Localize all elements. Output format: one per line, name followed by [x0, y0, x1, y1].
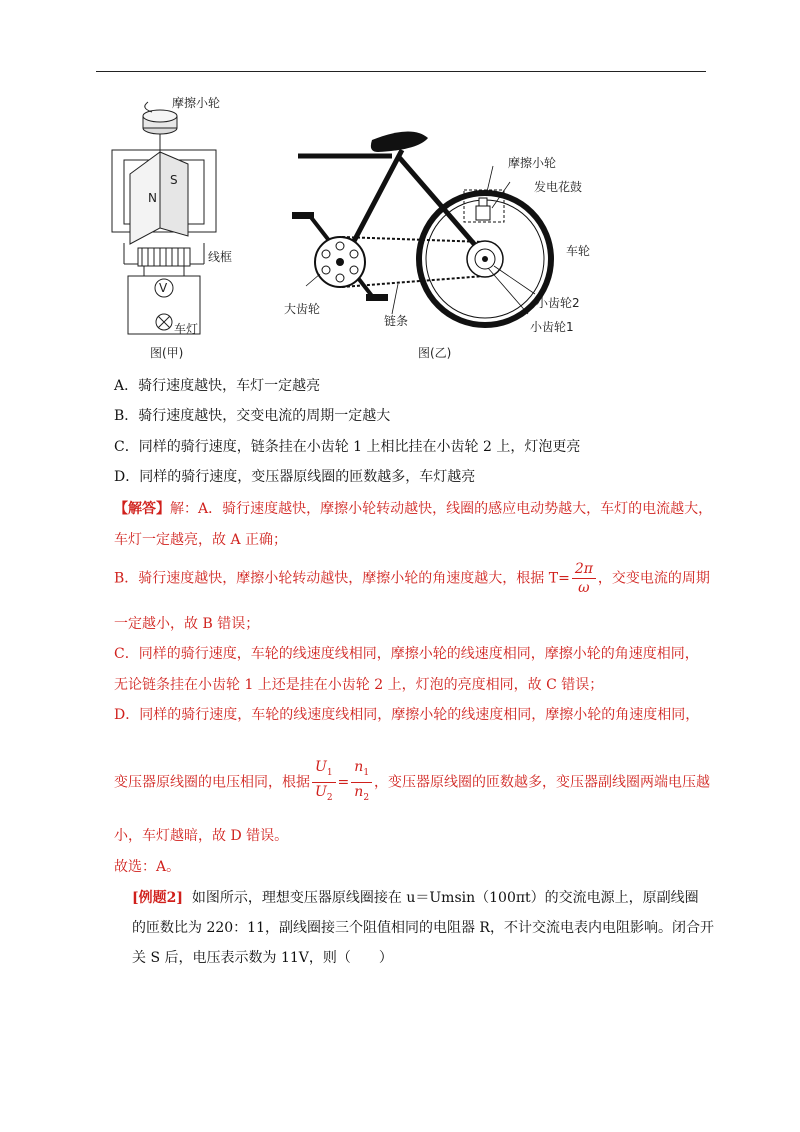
answer-line-d3: 小，车灯越暗，故 D 错误。	[114, 828, 289, 844]
voltage-ratio-formula	[312, 758, 336, 807]
magnet-frame	[112, 150, 216, 244]
answer-line-b1	[114, 560, 710, 597]
answer-line-a2: 车灯一定越亮，故 A 正确；	[114, 532, 288, 548]
equals-sign: =	[337, 774, 350, 791]
answer-d2-pre: 变压器原线圈的电压相同，根据	[114, 774, 310, 791]
answer-line-a1	[114, 499, 712, 519]
period-formula-numerator: 2π	[572, 560, 596, 579]
period-formula-denominator: ω	[578, 580, 590, 596]
answer-line-d2	[114, 758, 710, 807]
figure-a-coil-label: 线框	[208, 250, 233, 264]
answer-choice: 故选：A。	[114, 859, 181, 875]
figure-b-wheel-label: 车轮	[566, 244, 591, 258]
figure-a-lamp-label: 车灯	[174, 322, 199, 336]
south-pole-label: S	[170, 173, 178, 187]
answer-d2-post: ，变压器原线圈的匝数越多，变压器副线圈两端电压越	[374, 774, 711, 791]
answer-b1-post: ，交变电流的周期	[597, 570, 710, 587]
example2-l1-text: 如图所示，理想变压器原线圈接在 u＝Umsin（100πt）的交流电源上，原副线圈	[191, 890, 699, 906]
answer-b1-pre: B．骑行速度越快，摩擦小轮转动越快，摩擦小轮的角速度越大，根据 T=	[114, 570, 570, 587]
n2-subscript: 2	[363, 792, 370, 803]
lamp-icon	[156, 314, 172, 330]
answer-tag: 【解答】	[114, 501, 170, 517]
figure-b-hub-label: 发电花鼓	[534, 180, 583, 194]
figure-b-small-gear-2-label: 小齿轮2	[536, 296, 580, 310]
example2-line2: 的匝数比为 220：11，副线圈接三个阻值相同的电阻器 R，不计交流电表内电阻影响。闭合开	[132, 920, 714, 936]
answer-line-b2: 一定越小，故 B 错误；	[114, 616, 260, 632]
u1-symbol: U	[315, 759, 327, 775]
example2-line1	[132, 888, 699, 908]
answer-line-c2: 无论链条挂在小齿轮 1 上还是挂在小齿轮 2 上，灯泡的亮度相同，故 C 错误；	[114, 677, 604, 693]
coil-icon	[124, 243, 204, 266]
figure-b-big-gear-label: 大齿轮	[284, 302, 321, 316]
u2-subscript: 2	[326, 792, 333, 803]
u2-symbol: U	[315, 783, 327, 800]
figure-b-bicycle-diagram	[280, 118, 583, 348]
header-rule	[96, 71, 706, 72]
example2-tag: [例题2]	[132, 890, 183, 906]
n2-symbol: n	[354, 783, 364, 800]
figure-b-friction-wheel-label: 摩擦小轮	[508, 156, 557, 170]
option-d: D．同样的骑行速度，变压器原线圈的匝数越多，车灯越亮	[114, 469, 476, 485]
voltmeter-label: V	[159, 281, 168, 295]
seat-icon	[371, 131, 428, 152]
north-pole-label: N	[148, 191, 157, 205]
figure-a-caption: 图(甲)	[150, 346, 184, 360]
u1-subscript: 1	[326, 767, 333, 778]
figure-b-caption: 图(乙)	[418, 346, 452, 360]
option-a: A．骑行速度越快，车灯一定越亮	[114, 378, 321, 394]
option-b: B．骑行速度越快，交变电流的周期一定越大	[114, 408, 391, 424]
answer-a1-text: 解：A．骑行速度越快，摩擦小轮转动越快，线圈的感应电动势越大，车灯的电流越大，	[170, 501, 713, 517]
n1-symbol: n	[354, 759, 364, 775]
figure-b-small-gear-1-label: 小齿轮1	[530, 320, 574, 334]
figure-a-friction-wheel-label: 摩擦小轮	[172, 96, 221, 110]
example2-line3: 关 S 后，电压表示数为 11V，则（ ）	[132, 950, 393, 966]
turns-ratio-formula	[351, 758, 372, 807]
period-formula	[572, 560, 596, 597]
n1-subscript: 1	[363, 767, 370, 778]
answer-line-d1: D．同样的骑行速度，车轮的线速度线相同，摩擦小轮的线速度相同，摩擦小轮的角速度相同，	[114, 707, 700, 723]
option-c: C．同样的骑行速度，链条挂在小齿轮 1 上相比挂在小齿轮 2 上，灯泡更亮	[114, 439, 581, 455]
answer-line-c1: C．同样的骑行速度，车轮的线速度线相同，摩擦小轮的线速度相同，摩擦小轮的角速度相同，	[114, 646, 699, 662]
figure-a-generator-diagram	[104, 88, 234, 358]
big-gear-icon	[315, 237, 365, 287]
figure-b-chain-label: 链条	[384, 314, 409, 328]
